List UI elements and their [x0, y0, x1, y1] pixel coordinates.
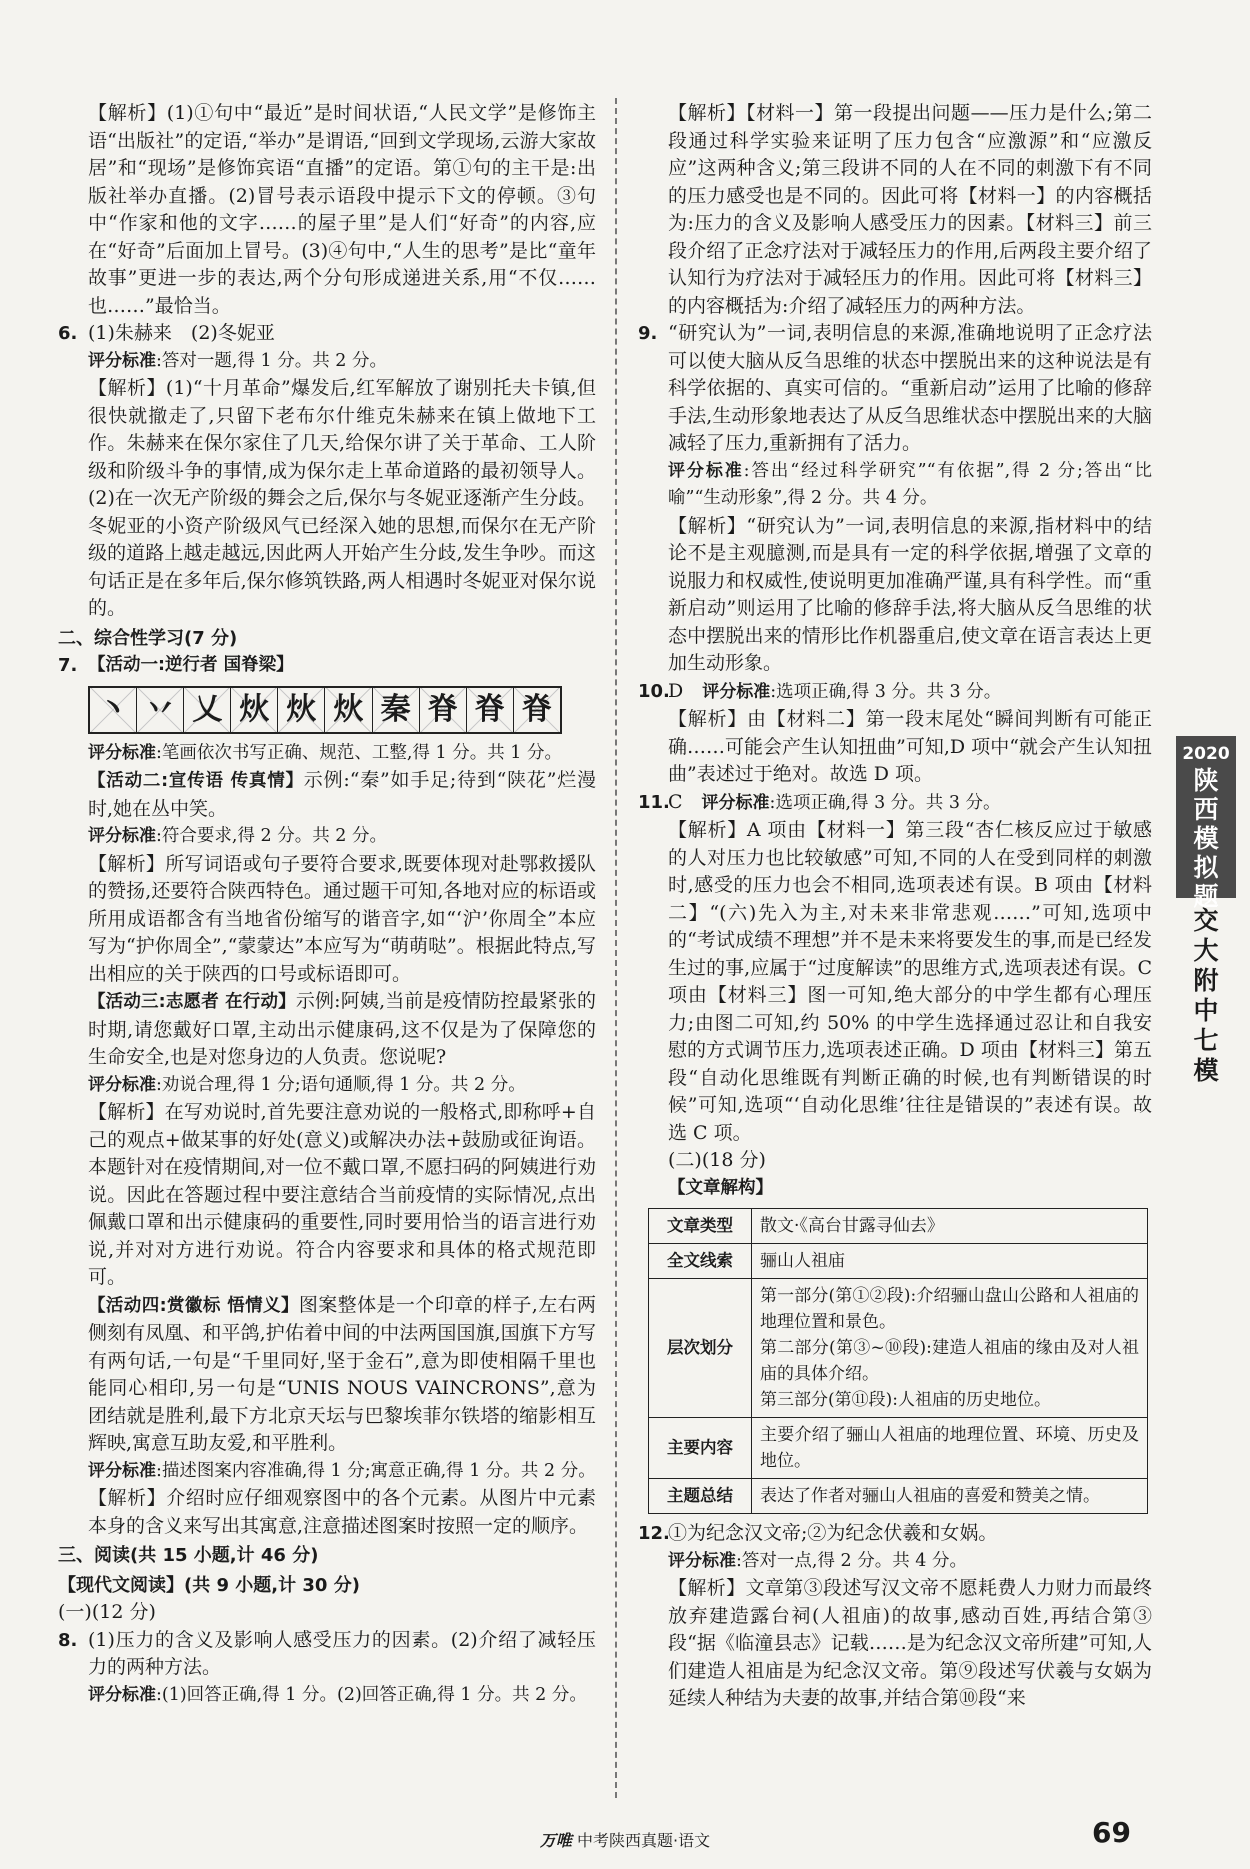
- stroke-step: 丶: [90, 688, 137, 732]
- scoring-label: 评分标准: [88, 1460, 156, 1481]
- footer: [0, 1828, 1250, 1851]
- stroke-step: 炏: [278, 688, 325, 732]
- column-divider: [615, 98, 617, 1798]
- layer-item: 第三部分(第⑪段):人祖庙的历史地位。: [760, 1390, 1051, 1410]
- side-subtitle: 交 大 附 中 七 模: [1193, 906, 1219, 1085]
- q7-scoring-2: [88, 823, 596, 851]
- section-3-title: 三、阅读(共 15 小题,计 46 分): [58, 1545, 319, 1566]
- page-number: 69: [1092, 1816, 1131, 1849]
- q9-scoring: [668, 458, 1152, 513]
- q6-answer: (1)朱赫来 (2)冬妮亚: [88, 322, 275, 344]
- clue-label: 全文线索: [649, 1244, 752, 1279]
- scoring-text: :劝说合理,得 1 分;语句通顺,得 1 分。共 2 分。: [156, 1074, 526, 1095]
- scoring-label: 评分标准: [88, 1684, 156, 1705]
- brand-logo: 万唯: [539, 1831, 572, 1850]
- main-content-value: 主要介绍了骊山人祖庙的地理位置、环境、历史及地位。: [752, 1418, 1148, 1479]
- scoring-label: 评分标准: [88, 350, 156, 371]
- question-number: 12.: [638, 1523, 670, 1544]
- question-11: [638, 789, 1152, 1203]
- q12-analysis: 【解析】文章第③段述写汉文帝不愿耗费人力财力而最终放弃建造露台祠(人祖庙)的故事,感动百姓,再结合第③段“据《临潼县志》记载……是为纪念汉文帝所建”可知,人们建造人祖庙是为纪念汉文帝。第⑨段述写伏羲与女娲为延续人种结为夫妻的故事,并结合第⑩段“来: [668, 1577, 1152, 1709]
- scoring-text: :符合要求,得 2 分。共 2 分。: [156, 826, 387, 846]
- clue-value: 骊山人祖庙: [752, 1244, 1148, 1279]
- scoring-label: 评分标准: [701, 792, 770, 813]
- right-column: [638, 100, 1152, 1713]
- scoring-label: 评分标准: [88, 1074, 156, 1095]
- question-10: [638, 678, 1152, 789]
- scoring-label: 评分标准: [88, 826, 156, 846]
- side-year: 2020: [1182, 744, 1230, 764]
- modern-reading-title: 【现代文阅读】(共 9 小题,计 30 分): [58, 1574, 360, 1596]
- question-8: [58, 1627, 596, 1710]
- table-row: [649, 1479, 1148, 1514]
- scoring-text: :描述图案内容准确,得 1 分;寓意正确,得 1 分。共 2 分。: [156, 1460, 596, 1481]
- q11-answer-line: [668, 789, 1152, 818]
- q10-analysis: 【解析】由【材料二】第一段末尾处“瞬间判断有可能正确……可能会产生认知扭曲”可知,D 项中“就会产生认知扭曲”表述过于绝对。故选 D 项。: [668, 708, 1152, 785]
- question-7: [58, 652, 596, 680]
- q7-scoring-3: [88, 1072, 596, 1100]
- stroke-step: 脊: [514, 688, 560, 732]
- activity-2: [88, 767, 596, 823]
- stroke-order-grid: [88, 686, 562, 734]
- q11-answer: C: [668, 790, 702, 813]
- scoring-text: :选项正确,得 3 分。共 3 分。: [769, 792, 1001, 813]
- layers-value: [752, 1279, 1148, 1418]
- q9-analysis: 【解析】“研究认为”一词,表明信息的来源,指材料中的结论不是主观臆测,而是具有一定的科学依据,增强了文章的说服力和权威性,使说明更加准确严谨,具有科学性。而“重新启动”则运用了比喻的修辞手法,将大脑从反刍思维的状态中摆脱出来的情形比作机器重启,使文章在语言表达上更加生动形象。: [668, 514, 1152, 674]
- scoring-text: :答对一题,得 1 分。共 2 分。: [156, 350, 387, 371]
- q11-analysis: 【解析】A 项由【材料一】第三段“杏仁核反应过于敏感的人对压力也比较敏感”可知,不同的人在受到同样的刺激时,感受的压力也会不相同,选项表述有误。B 项由【材料二】“(六)先入为主,对未来非常悲观……”可知,选项中的“考试成绩不理想”并不是未来将要发生的事,而是已经发生过的事,应属于“过度解读”的思维方式,选项表述有误。C 项由【材料三】图一可知,绝大部分的中学生都有心理压力;由图二可知,约 50% 的中学生选择通过忍让和自我安慰的方式调节压力,选项表述正确。D 项由【材料三】第五段“自动化思维既有判断正确的时候,也有判断错误的时候”可知,选项“‘自动化思维’往往是错误的”表述有误。故选 C 项。: [668, 819, 1152, 1144]
- question-number: 7.: [58, 655, 78, 676]
- q7-scoring-4: [88, 1458, 596, 1486]
- question-number: 10.: [638, 680, 670, 702]
- part-2-title: (二)(18 分): [668, 1149, 766, 1171]
- theme-value: 表达了作者对骊山人祖庙的喜爱和赞美之情。: [752, 1479, 1148, 1514]
- stroke-step: 脊: [420, 688, 467, 732]
- layer-item: 第一部分(第①②段):介绍骊山盘山公路和人祖庙的地理位置和景色。: [760, 1286, 1139, 1332]
- side-tab: [1176, 736, 1236, 911]
- scoring-label: 评分标准: [702, 681, 771, 702]
- article-structure-table: [648, 1208, 1148, 1514]
- table-row: [649, 1279, 1148, 1418]
- table-row: [649, 1418, 1148, 1479]
- activity-2-analysis: 【解析】所写词语或句子要符合要求,既要体现对赴鄂救援队的赞扬,还要符合陕西特色。通过题干可知,各地对应的标语或所用成语都含有当地省份缩写的谐音字,如“‘沪’你周全”本应写为“护你周全”,“蒙蒙达”本应写为“萌萌哒”。根据此特点,写出相应的关于陕西的口号或标语即可。: [88, 852, 596, 985]
- question-9: [638, 320, 1152, 678]
- activity-3-answer: 示例:阿姨,当前是疫情防控最紧张的时期,请您戴好口罩,主动出示健康码,这不仅是为了保障您的生命安全,也是对您身边的人负责。您说呢?: [88, 990, 596, 1068]
- scoring-label: 评分标准: [88, 742, 156, 763]
- activity-2-answer: 示例:“秦”如手足;待到“陕花”烂漫时,她在丛中笑。: [88, 769, 596, 820]
- activity-3-analysis: 【解析】在写劝说时,首先要注意劝说的一般格式,即称呼+自己的观点+做某事的好处(意义)或解决办法+鼓励或征询语。本题针对在疫情期间,对一位不戴口罩,不愿扫码的阿姨进行劝说。因此在答题过程中要注意结合当前疫情的实际情况,点出佩戴口罩和出示健康码的重要性,同时要用恰当的语言进行劝说,并对对方进行劝说。符合内容要求和具体的格式规范即可。: [88, 1101, 596, 1288]
- question-number: 6.: [58, 323, 78, 344]
- type-label: 文章类型: [649, 1209, 752, 1244]
- scoring-text: :答对一点,得 2 分。共 4 分。: [736, 1550, 967, 1571]
- table-row: [649, 1209, 1148, 1244]
- q10-answer: D: [668, 679, 703, 702]
- activity-3: [88, 988, 596, 1072]
- scoring-text: :答出“经过科学研究”“有依据”,得 2 分;答出“比喻”“生动形象”,得 2 分。共 4 分。: [668, 460, 1152, 508]
- table-row: [649, 1244, 1148, 1279]
- q6-scoring: [88, 348, 596, 376]
- q9-answer: “研究认为”一词,表明信息的来源,准确地说明了正念疗法可以使大脑从反刍思维的状态中摆脱出来的这种说法是有科学依据的、真实可信的。“重新启动”运用了比喻的修辞手法,生动形象地表达了从反刍思维状态中摆脱出来的大脑减轻了压力,重新拥有了活力。: [668, 322, 1152, 454]
- part-1-title: (一)(12 分): [58, 1601, 156, 1623]
- q7-scoring-1: [88, 740, 596, 768]
- question-12: [638, 1520, 1152, 1713]
- structure-title: 【文章解构】: [668, 1177, 773, 1198]
- stroke-step: 脊: [467, 688, 514, 732]
- activity-4-analysis: 【解析】介绍时应仔细观察图中的各个元素。从图片中元素本身的含义来写出其寓意,注意描述图案时按照一定的顺序。: [88, 1487, 596, 1537]
- q8-scoring: [88, 1682, 596, 1710]
- scoring-text: :(1)回答正确,得 1 分。(2)回答正确,得 1 分。共 2 分。: [156, 1684, 587, 1705]
- layers-label: 层次划分: [649, 1279, 752, 1418]
- side-title: 陕 西 模 拟 题: [1193, 766, 1219, 911]
- activity-4-answer: 图案整体是一个印章的样子,左右两侧刻有凤凰、和平鸽,护佑着中间的中法两国国旗,国旗下方写有两句话,一句是“千里同好,坚于金石”,意为即使相隔千里也能同心相印,另一句是“UNIS NOUS VAINCRONS”,意为团结就是胜利,最下方北京天坛与巴黎埃菲尔铁塔的缩影相互辉映,寓意互助友爱,和平胜利。: [88, 1293, 597, 1454]
- stroke-step: 炏: [231, 688, 278, 732]
- q12-scoring: [668, 1548, 1152, 1576]
- scoring-text: :选项正确,得 3 分。共 3 分。: [770, 681, 1002, 702]
- q8-analysis: 【解析】【材料一】第一段提出问题——压力是什么;第二段通过科学实验来证明了压力包含“应激源”和“应激反应”这两种含义;第三段讲不同的人在不同的刺激下有不同的压力感受也是不同的。因此可将【材料一】的内容概括为:压力的含义及影响人感受压力的因素。【材料三】前三段介绍了正念疗法对于减轻压力的作用,后两段主要介绍了认知行为疗法对于减轻压力的作用。因此可将【材料三】的内容概括为:介绍了减轻压力的两种方法。: [668, 102, 1152, 317]
- question-6: [58, 320, 596, 623]
- scoring-label: 评分标准: [668, 1550, 736, 1571]
- activity-4-title: 【活动四:赏徽标 悟情义】: [88, 1295, 299, 1316]
- theme-label: 主题总结: [649, 1479, 752, 1514]
- activity-2-title: 【活动二:宣传语 传真情】: [88, 771, 304, 791]
- stroke-step: 乂: [184, 688, 231, 732]
- section-2-title: 二、综合性学习(7 分): [58, 627, 238, 649]
- type-value: 散文·《高台甘露寻仙去》: [752, 1209, 1148, 1244]
- footer-text: 中考陕西真题·语文: [577, 1831, 711, 1850]
- activity-3-title: 【活动三:志愿者 在行动】: [88, 992, 296, 1012]
- scoring-label: 评分标准: [668, 460, 744, 481]
- layer-item: 第二部分(第③~⑩段):建造人祖庙的缘由及对人祖庙的具体介绍。: [760, 1338, 1139, 1384]
- q10-answer-line: [668, 678, 1152, 707]
- main-content-label: 主要内容: [649, 1418, 752, 1479]
- q6-analysis: 【解析】(1)“十月革命”爆发后,红军解放了谢别托夫卡镇,但很快就撤走了,只留下老布尔什维克朱赫来在镇上做地下工作。朱赫来在保尔家住了几天,给保尔讲了关于革命、工人阶级和阶级斗争的事情,成为保尔走上革命道路的最初领导人。(2)在一次无产阶级的舞会之后,保尔与冬妮亚逐渐产生分歧。冬妮亚的小资产阶级风气已经深入她的思想,而保尔在无产阶级的道路上越走越远,因此两人开始产生分歧,发生争吵。而这句话正是在多年后,保尔修筑铁路,两人相遇时冬妮亚对保尔说的。: [88, 377, 596, 619]
- q12-answer: ①为纪念汉文帝;②为纪念伏羲和女娲。: [668, 1522, 998, 1544]
- left-column: [58, 100, 596, 1709]
- question-number: 8.: [58, 1629, 78, 1651]
- question-number: 11.: [638, 791, 670, 813]
- stroke-step: 秦: [373, 688, 420, 732]
- scoring-text: :笔画依次书写正确、规范、工整,得 1 分。共 1 分。: [156, 742, 562, 763]
- question-number: 9.: [638, 323, 658, 344]
- stroke-step: 丷: [137, 688, 184, 732]
- activity-4: [88, 1292, 596, 1458]
- q5-analysis: 【解析】(1)①句中“最近”是时间状语,“人民文学”是修饰主语“出版社”的定语,“举办”是谓语,“回到文学现场,云游大家故居”和“现场”是修饰宾语“直播”的定语。第①句的主干是:出版社举办直播。(2)冒号表示语段中提示下文的停顿。③句中“作家和他的文字……的屋子里”是人们“好奇”的内容,应在“好奇”后面加上冒号。(3)④句中,“人生的思考”是比“童年故事”更进一步的表达,两个分句形成递进关系,用“不仅……也……”最恰当。: [88, 102, 596, 317]
- activity-1-title: 【活动一:逆行者 国脊梁】: [88, 655, 294, 675]
- stroke-step: 炏: [325, 688, 372, 732]
- q8-answer: (1)压力的含义及影响人感受压力的因素。(2)介绍了减轻压力的两种方法。: [88, 1628, 596, 1678]
